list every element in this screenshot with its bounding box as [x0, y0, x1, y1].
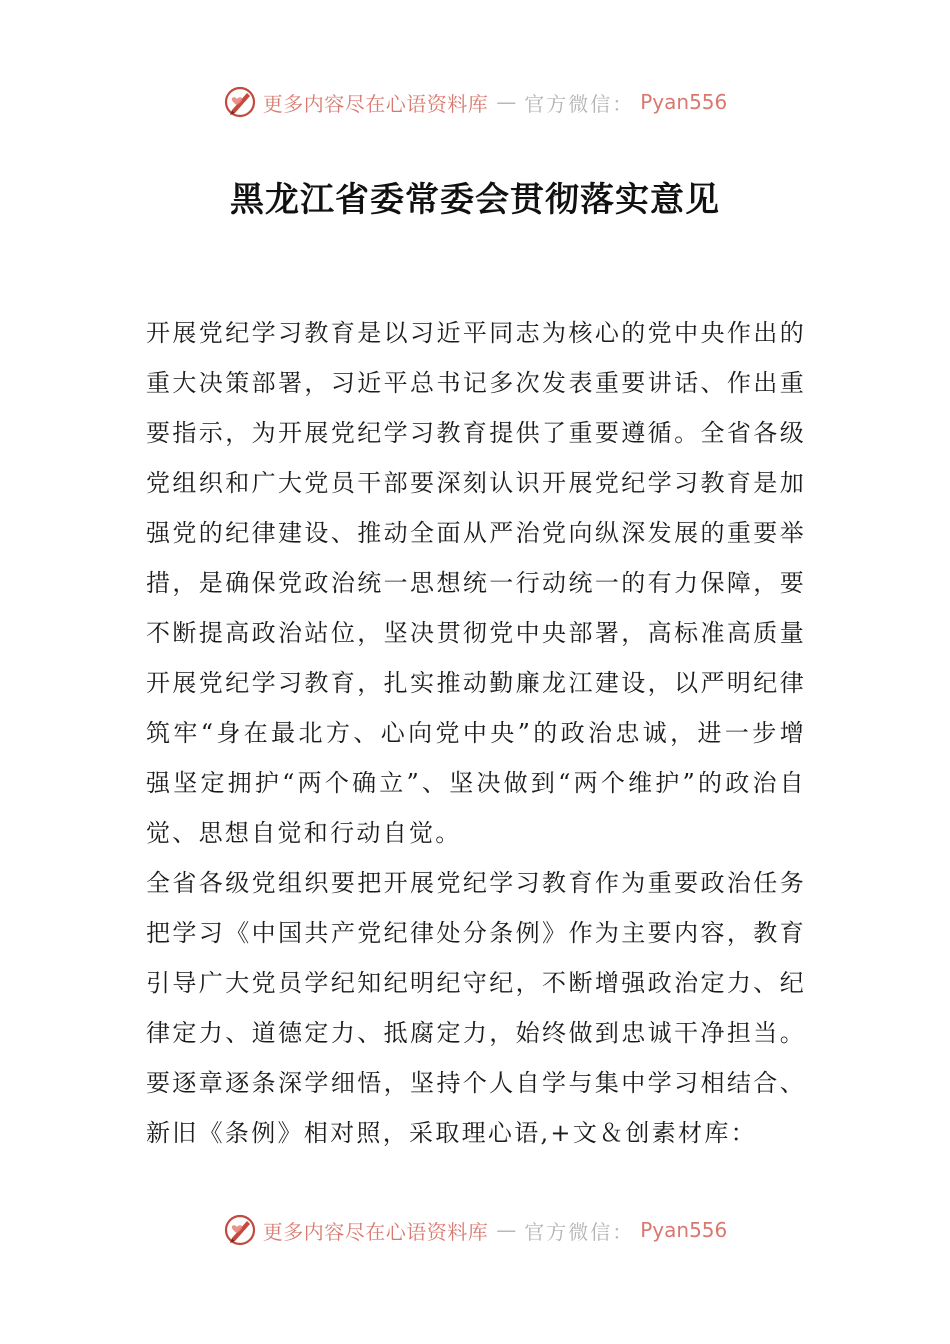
watermark-separator: — — [496, 90, 517, 114]
body-paragraph-2: 全省各级党组织要把开展党纪学习教育作为重要政治任务把学习《中国共产党纪律处分条例》作为主要内容，教育引导广大党员学纪知纪明纪守纪，不断增强政治定力、纪律定力、道德定力、抵腐定力，始终做到忠诚干净担当。要逐章逐条深学细悟，坚持个人自学与集中学习相结合、新旧《条例》相对照，采取理心语,+文＆创素材库： — [146, 869, 806, 1147]
watermark-official-label: 官方微信： — [524, 1219, 635, 1244]
watermark-official-label: 官方微信： — [524, 91, 635, 116]
watermark-wechat-id: Pyan556 — [640, 90, 728, 114]
watermark-separator: — — [496, 1218, 517, 1242]
watermark-site-text: 更多内容尽在心语资料库 — [262, 1219, 489, 1244]
watermark-group — [223, 85, 728, 119]
pen-heart-logo-icon — [223, 1213, 257, 1247]
watermark-wechat-id: Pyan556 — [640, 1218, 728, 1242]
body-paragraph-1: 开展党纪学习教育是以习近平同志为核心的党中央作出的重大决策部署，习近平总书记多次发表重要讲话、作出重要指示，为开展党纪学习教育提供了重要遵循。全省各级党组织和广大党员干部要深刻认识开展党纪学习教育是加强党的纪律建设、推动全面从严治党向纵深发展的重要举措，是确保党政治统一思想统一行动统一的有力保障，要不断提高政治站位，坚决贯彻党中央部署，高标准高质量开展党纪学习教育，扎实推动勤廉龙江建设，以严明纪律筑牢“身在最北方、心向党中央”的政治忠诚，进一步增强坚定拥护“两个确立”、坚决做到“两个维护”的政治自觉、思想自觉和行动自觉。 — [146, 319, 806, 847]
pen-heart-logo-icon — [223, 85, 257, 119]
watermark-site-text: 更多内容尽在心语资料库 — [262, 91, 489, 116]
document-title: 黑龙江省委常委会贯彻落实意见 — [230, 180, 720, 220]
document-body — [146, 308, 806, 1158]
header-watermark — [0, 82, 950, 122]
footer-watermark — [0, 1210, 950, 1250]
watermark-group — [223, 1213, 728, 1247]
